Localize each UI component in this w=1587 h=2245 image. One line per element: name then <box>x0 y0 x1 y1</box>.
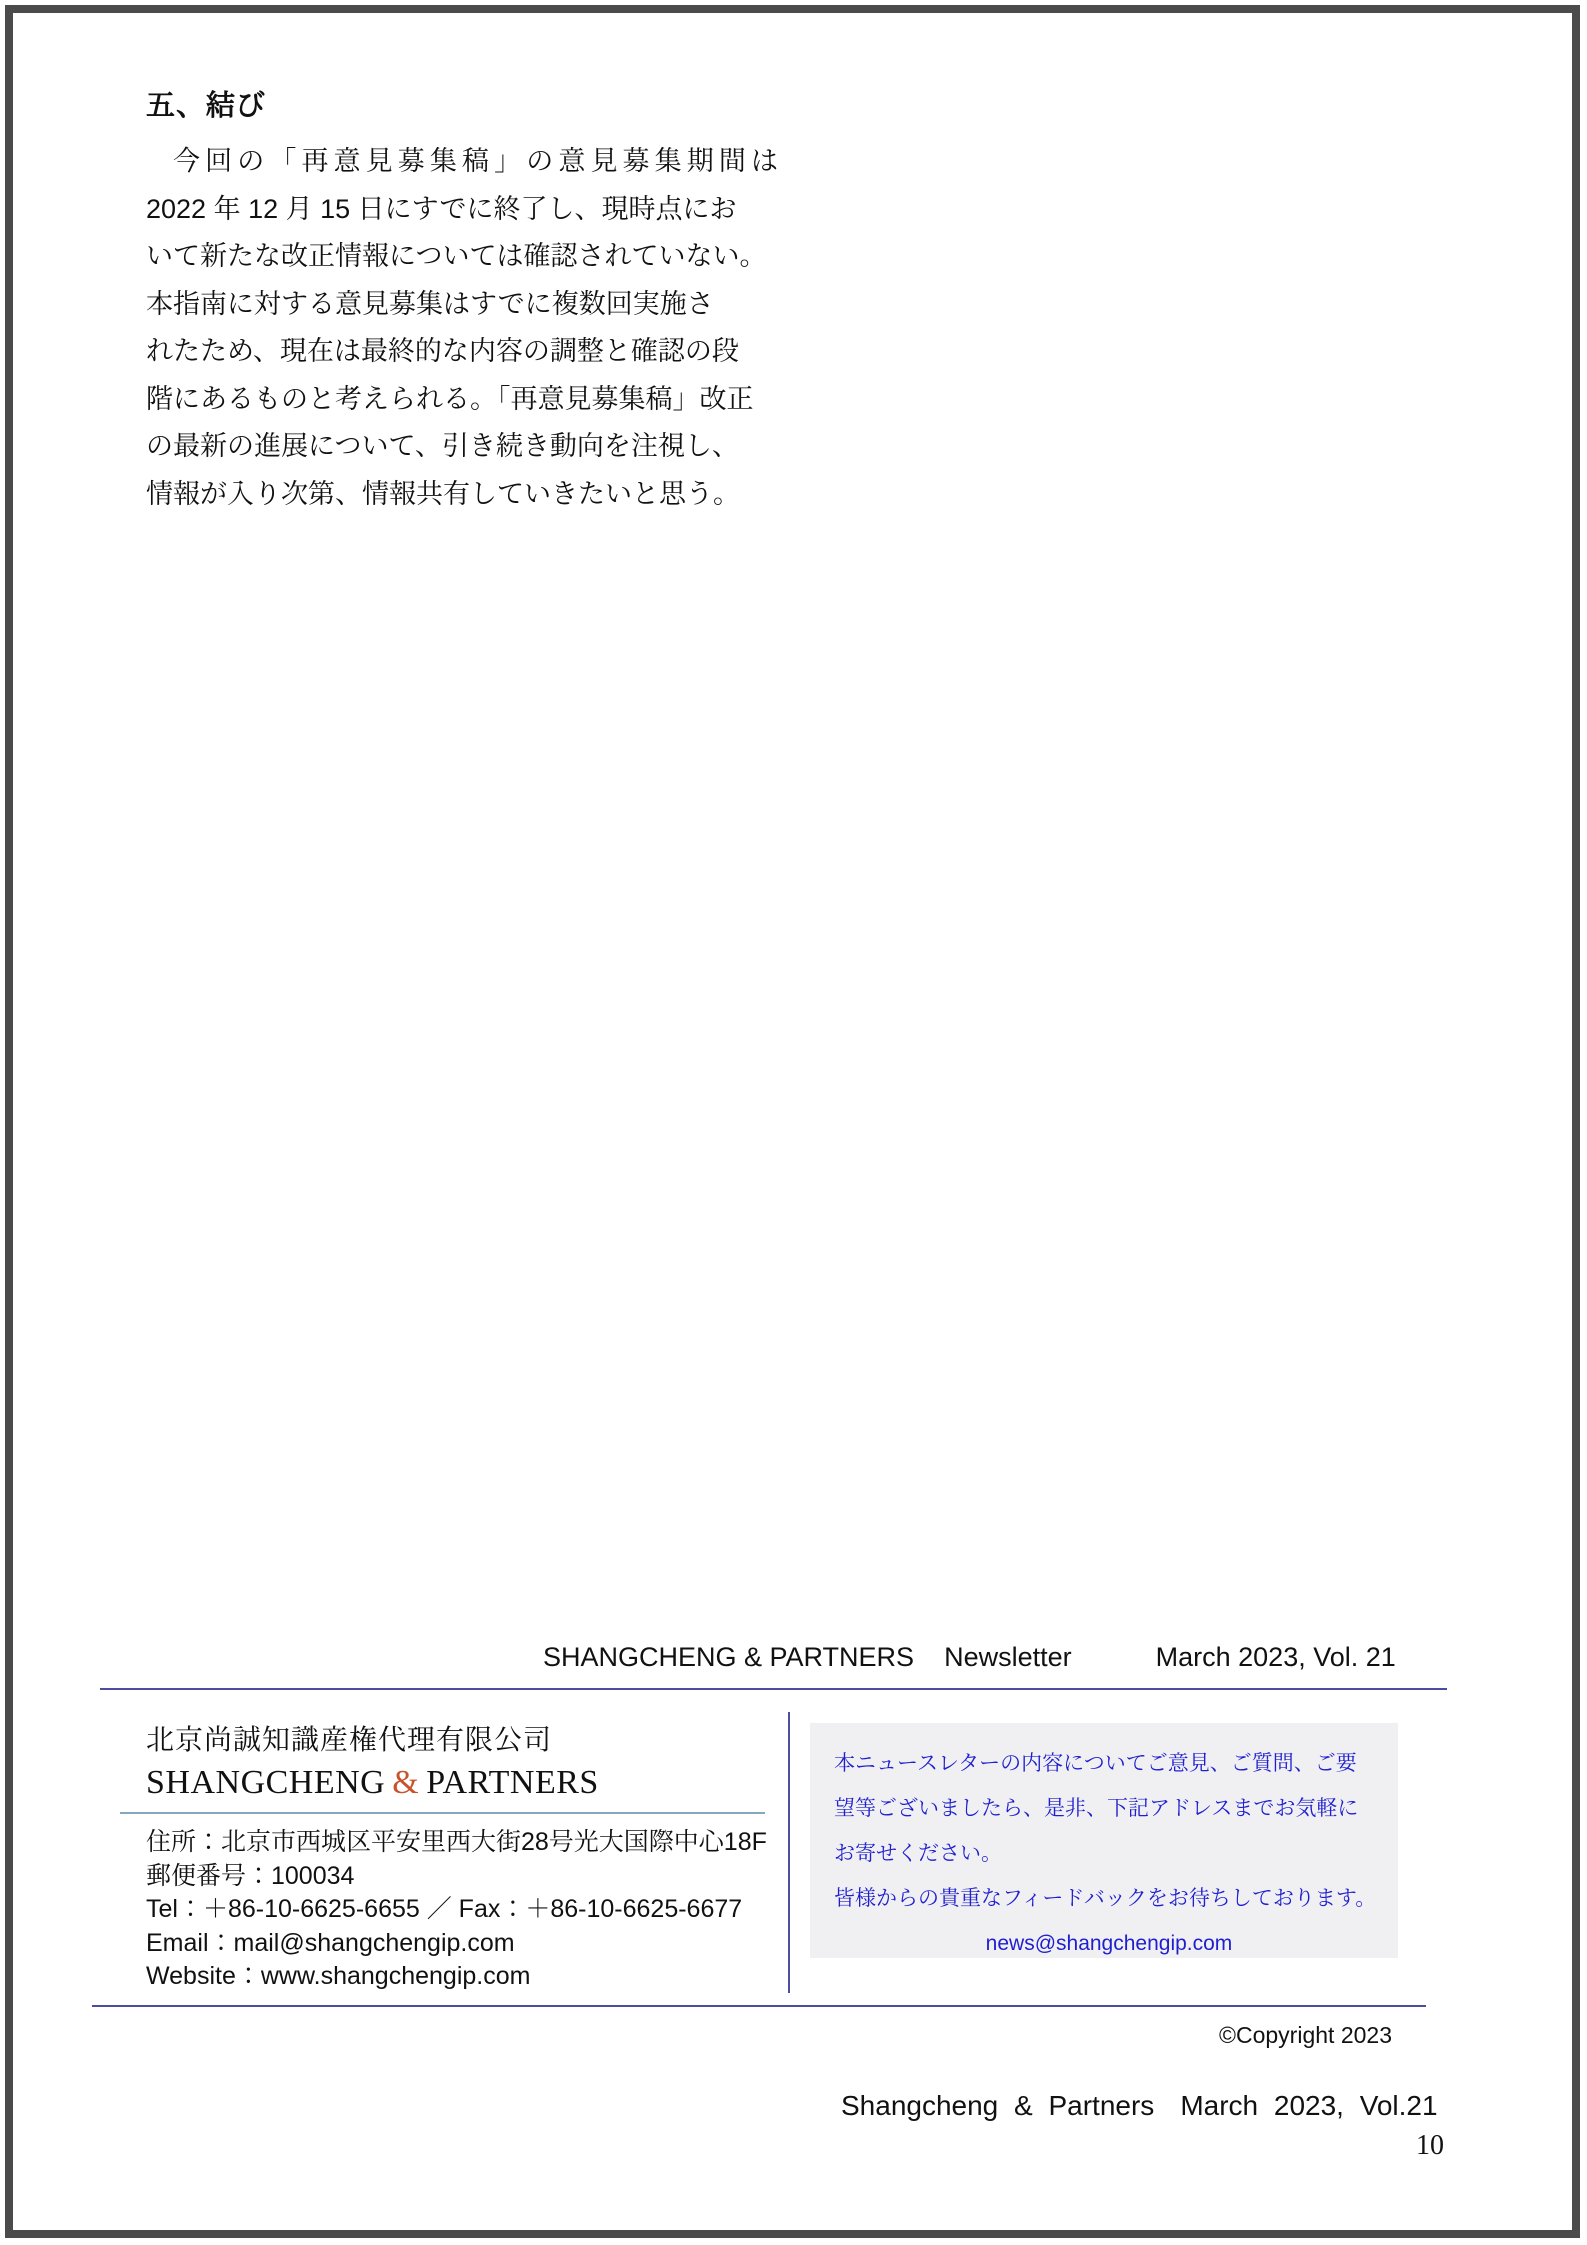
paragraph-line: 情報が入り次第、情報共有していきたいと思う。 <box>146 478 740 509</box>
page-number: 10 <box>1416 2130 1444 2161</box>
logo-text-right: PARTNERS <box>426 1764 599 1801</box>
feedback-box <box>810 1723 1398 1958</box>
feedback-line: お寄せください。 <box>834 1842 1002 1865</box>
footer-issue: March 2023, Vol.21 <box>1180 2090 1438 2121</box>
column-divider <box>788 1712 790 1993</box>
logo-ampersand: & <box>392 1764 420 1801</box>
paragraph-line: の最新の進展について、引き続き動向を注視し、 <box>146 431 739 461</box>
postal-code-line: 郵便番号：100034 <box>146 1861 355 1890</box>
paragraph-line: 階にあるものと考えられる。「再意見募集稿」改正 <box>146 383 754 414</box>
company-block <box>146 1722 599 1804</box>
copyright-notice: ©Copyright 2023 <box>1219 2022 1392 2048</box>
paragraph-line: れたため、現在は最終的な内容の調整と確認の段 <box>146 336 739 366</box>
feedback-line: 皆様からの貴重なフィードバックをお待ちしております。 <box>834 1887 1377 1910</box>
company-logo <box>146 1762 599 1804</box>
feedback-line: 本ニュースレターの内容についてご意見、ご質問、ご要 <box>834 1752 1357 1775</box>
footer-brand-name: Shangcheng & Partners <box>841 2090 1155 2121</box>
section-heading: 五、結び <box>146 90 267 122</box>
paragraph-line: 本指南に対する意見募集はすでに複数回実施さ <box>146 288 714 319</box>
contact-block <box>146 1826 767 1994</box>
website-line: Website：www.shangchengip.com <box>146 1962 531 1990</box>
header-rule <box>100 1688 1447 1690</box>
feedback-line: 望等ございましたら、是非、下記アドレスまでお気軽に <box>834 1797 1359 1820</box>
newsletter-label: Newsletter <box>944 1642 1072 1672</box>
feedback-email: news@shangchengip.com <box>985 1932 1233 1955</box>
address-line: 住所：北京市西城区平安里西大街28号光大国際中心18F <box>146 1828 767 1856</box>
body-paragraph <box>146 138 778 518</box>
logo-text-left: SHANGCHENG <box>146 1764 386 1801</box>
paragraph-line: 2022 年 12 月 15 日にすでに終了し、現時点にお <box>146 193 737 224</box>
newsletter-header <box>543 1642 1396 1673</box>
footer-rule <box>92 2005 1426 2007</box>
tel-fax-line: Tel：＋86-10-6625-6655 ／ Fax：＋86-10-6625-6677 <box>146 1895 743 1923</box>
company-name-cn: 北京尚誠知識産権代理有限公司 <box>146 1725 553 1756</box>
newsletter-issue: March 2023, Vol. 21 <box>1155 1642 1396 1672</box>
footer-brand-line <box>841 2090 1438 2122</box>
paragraph-line: 今回の「再意見募集稿」の意見募集期間は <box>173 146 778 176</box>
logo-underline <box>120 1812 765 1814</box>
paragraph-line: いて新たな改正情報については確認されていない。 <box>146 241 767 271</box>
email-line: Email：mail@shangchengip.com <box>146 1928 515 1957</box>
newsletter-brand: SHANGCHENG & PARTNERS <box>543 1642 915 1672</box>
conclusion-section <box>146 86 778 518</box>
